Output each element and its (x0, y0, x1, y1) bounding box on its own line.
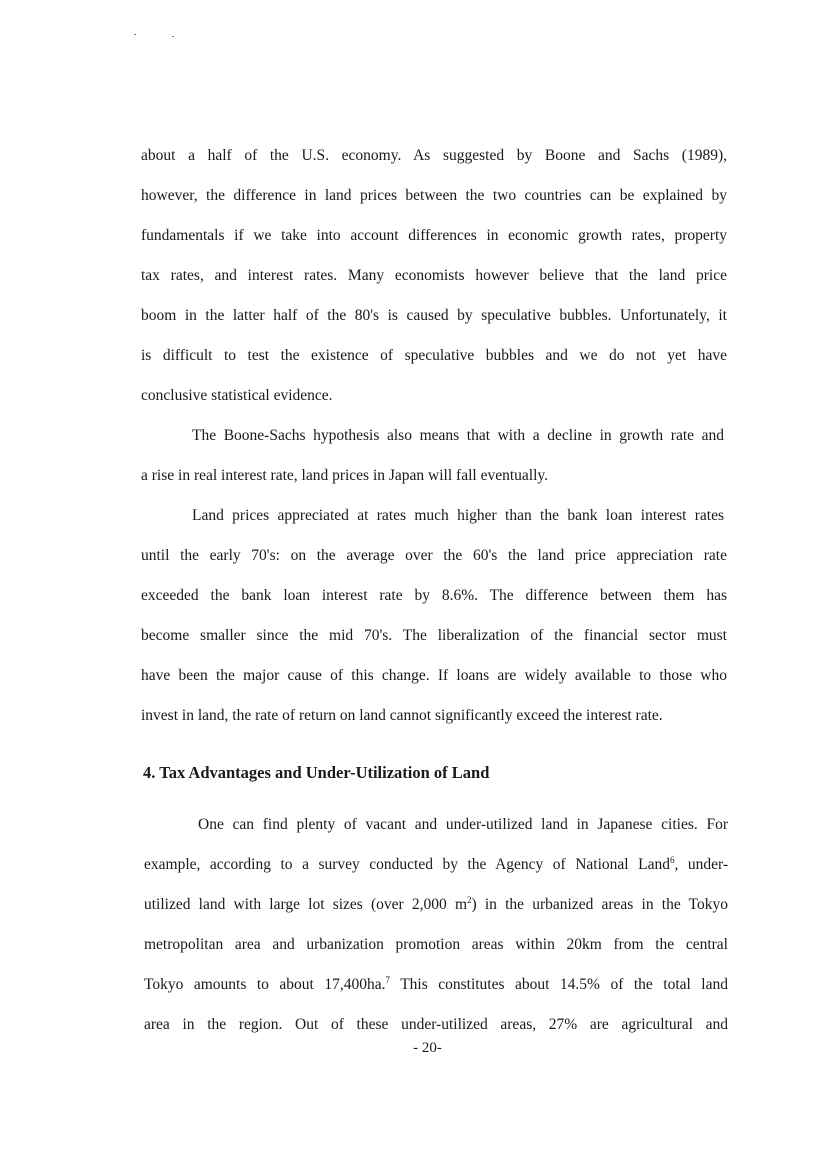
section-heading: 4. Tax Advantages and Under-Utilization of Land (143, 763, 490, 782)
text-line: boom in the latter half of the 80's is caused by speculative bubbles. Unfortunately, it (141, 307, 727, 324)
footnote-marker: 6 (669, 854, 675, 865)
text-line: The Boone-Sachs hypothesis also means that with a decline in growth rate and (192, 427, 724, 444)
text-line: conclusive statistical evidence. (141, 387, 333, 404)
text-line (144, 975, 728, 995)
text-line: is difficult to test the existence of speculative bubbles and we do not yet have (141, 347, 727, 364)
text-line: area in the region. Out of these under-utilized areas, 27% are agricultural and (144, 1016, 728, 1033)
text-line: invest in land, the rate of return on land cannot significantly exceed the interest rate. (141, 707, 663, 724)
text-line: a rise in real interest rate, land prices in Japan will fall eventually. (141, 467, 549, 484)
text-line: fundamentals if we take into account differences in economic growth rates, property (141, 227, 727, 244)
footnote-marker: 7 (385, 974, 390, 985)
text-fragment: ) in the urbanized areas in the Tokyo (471, 896, 728, 913)
text-fragment: , under- (674, 856, 728, 873)
text-line: metropolitan area and urbanization promotion areas within 20km from the central (144, 936, 728, 953)
text-line: become smaller since the mid 70's. The liberalization of the financial sector must (141, 627, 727, 644)
page-number: - 20- (413, 1040, 442, 1056)
text-line: tax rates, and interest rates. Many economists however believe that the land price (141, 267, 727, 284)
text-line: about a half of the U.S. economy. As suggested by Boone and Sachs (1989), (141, 147, 727, 164)
text-line: Land prices appreciated at rates much higher than the bank loan interest rates (192, 507, 724, 524)
text-fragment: This constitutes about 14.5% of the total land (389, 976, 728, 993)
text-fragment: example, according to a survey conducted by the Agency of National Land (144, 856, 670, 873)
superscript: 2 (467, 894, 472, 905)
text-line (144, 855, 728, 875)
text-line: have been the major cause of this change. If loans are widely available to those who (141, 667, 727, 684)
text-line: however, the difference in land prices between the two countries can be explained by (141, 187, 727, 204)
text-line: until the early 70's: on the average over the 60's the land price appreciation rate (141, 547, 727, 564)
text-line (144, 895, 728, 915)
scan-specks (134, 30, 184, 40)
text-fragment: Tokyo amounts to about 17,400ha. (144, 976, 386, 993)
text-line: One can find plenty of vacant and under-utilized land in Japanese cities. For (198, 816, 728, 833)
scan-speck (172, 36, 174, 37)
text-line: exceeded the bank loan interest rate by 8.6%. The difference between them has (141, 587, 727, 604)
text-fragment: utilized land with large lot sizes (over 2,000 m (144, 896, 468, 913)
scan-speck (134, 34, 136, 35)
